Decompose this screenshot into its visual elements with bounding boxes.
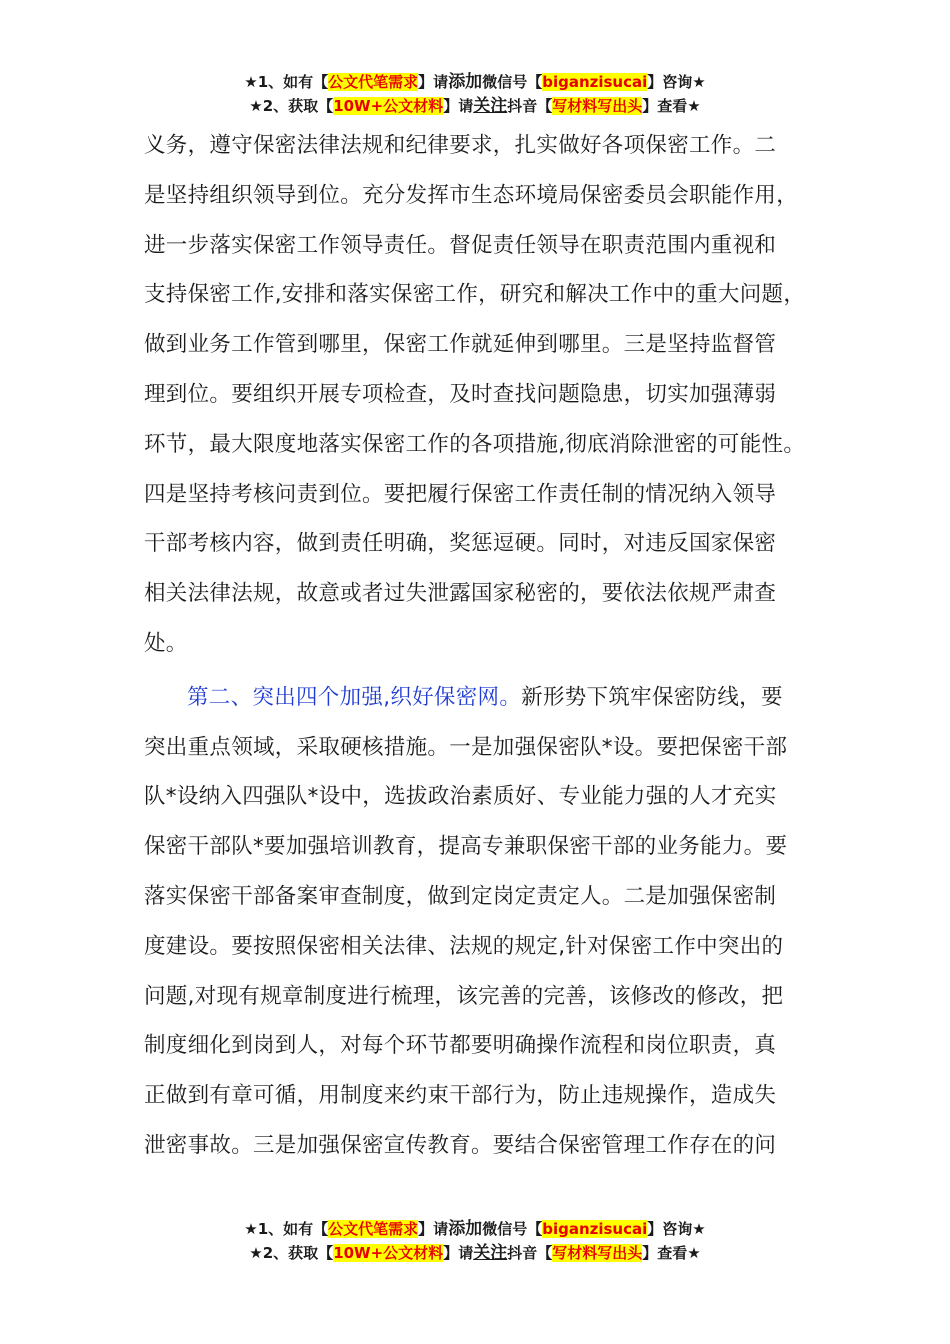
section-2-heading: 第二、突出四个加强,织好保密网。 <box>187 684 522 710</box>
body-line: 干部考核内容，做到责任明确，奖惩逗硬。同时，对违反国家保密 <box>144 531 777 557</box>
body-line: 做到业务工作管到哪里，保密工作就延伸到哪里。三是坚持监督管 <box>144 332 777 358</box>
body-line: 突出重点领域，采取硬核措施。一是加强保密队*设。要把保密干部 <box>144 734 788 760</box>
banner-line-2: ★2、获取【10W+公文材料】请关注抖音【写材料写出头】查看★ <box>249 1243 701 1263</box>
body-line: 队*设纳入四强队*设中，选拔政治素质好、专业能力强的人才充实 <box>144 784 777 810</box>
body-line: 泄密事故。三是加强保密宣传教育。要结合保密管理工作存在的问 <box>144 1132 777 1158</box>
body-line: 支持保密工作,安排和落实保密工作，研究和解决工作中的重大问题， <box>144 282 806 308</box>
section-2-first-line: 第二、突出四个加强,织好保密网。新形势下筑牢保密防线，要 <box>187 684 783 710</box>
highlight-douyin: 写材料写出头 <box>552 97 643 115</box>
body-line: 保密干部队*要加强培训教育，提高专兼职保密干部的业务能力。要 <box>144 834 788 860</box>
body-line: 是坚持组织领导到位。充分发挥市生态环境局保密委员会职能作用， <box>144 182 799 208</box>
body-line: 环节，最大限度地落实保密工作的各项措施,彻底消除泄密的可能性。 <box>144 431 806 457</box>
body-line: 处。 <box>144 630 188 656</box>
body-line: 问题,对现有规章制度进行梳理，该完善的完善，该修改的修改，把 <box>144 983 784 1009</box>
highlight-wechat-id: biganzisucai <box>542 1220 648 1238</box>
highlight-douyin: 写材料写出头 <box>552 1244 643 1262</box>
body-line: 正做到有章可循，用制度来约束干部行为，防止违规操作，造成失 <box>144 1083 777 1109</box>
body-line: 落实保密干部备案审查制度，做到定岗定责定人。二是加强保密制 <box>144 883 777 909</box>
banner-line-1: ★1、如有【公文代笔需求】请添加微信号【biganzisucai】咨询★ <box>244 1219 706 1239</box>
document-body <box>144 121 824 1171</box>
body-line: 四是坚持考核问责到位。要把履行保密工作责任制的情况纳入领导 <box>144 481 777 507</box>
body-line: 进一步落实保密工作领导责任。督促责任领导在职责范围内重视和 <box>144 232 777 258</box>
body-line: 相关法律法规，故意或者过失泄露国家秘密的，要依法依规严肃查 <box>144 581 777 607</box>
body-line: 义务，遵守保密法律法规和纪律要求，扎实做好各项保密工作。二 <box>144 133 777 158</box>
body-line: 理到位。要组织开展专项检查，及时查找问题隐患，切实加强薄弱 <box>144 381 777 407</box>
body-line: 度建设。要按照保密相关法律、法规的规定,针对保密工作中突出的 <box>144 933 784 959</box>
highlight-wechat-id: biganzisucai <box>542 73 648 91</box>
body-line: 制度细化到岗到人，对每个环节都要明确操作流程和岗位职责，真 <box>144 1033 777 1059</box>
bottom-banner <box>0 1217 950 1265</box>
banner-line-1: ★1、如有【公文代笔需求】请添加微信号【biganzisucai】咨询★ <box>244 72 706 92</box>
banner-line-2: ★2、获取【10W+公文材料】请关注抖音【写材料写出头】查看★ <box>249 96 701 116</box>
top-banner <box>0 70 950 118</box>
highlight-materials: 10W+公文材料 <box>333 97 444 115</box>
highlight-service: 公文代笔需求 <box>328 73 419 91</box>
highlight-materials: 10W+公文材料 <box>333 1244 444 1262</box>
highlight-service: 公文代笔需求 <box>328 1220 419 1238</box>
